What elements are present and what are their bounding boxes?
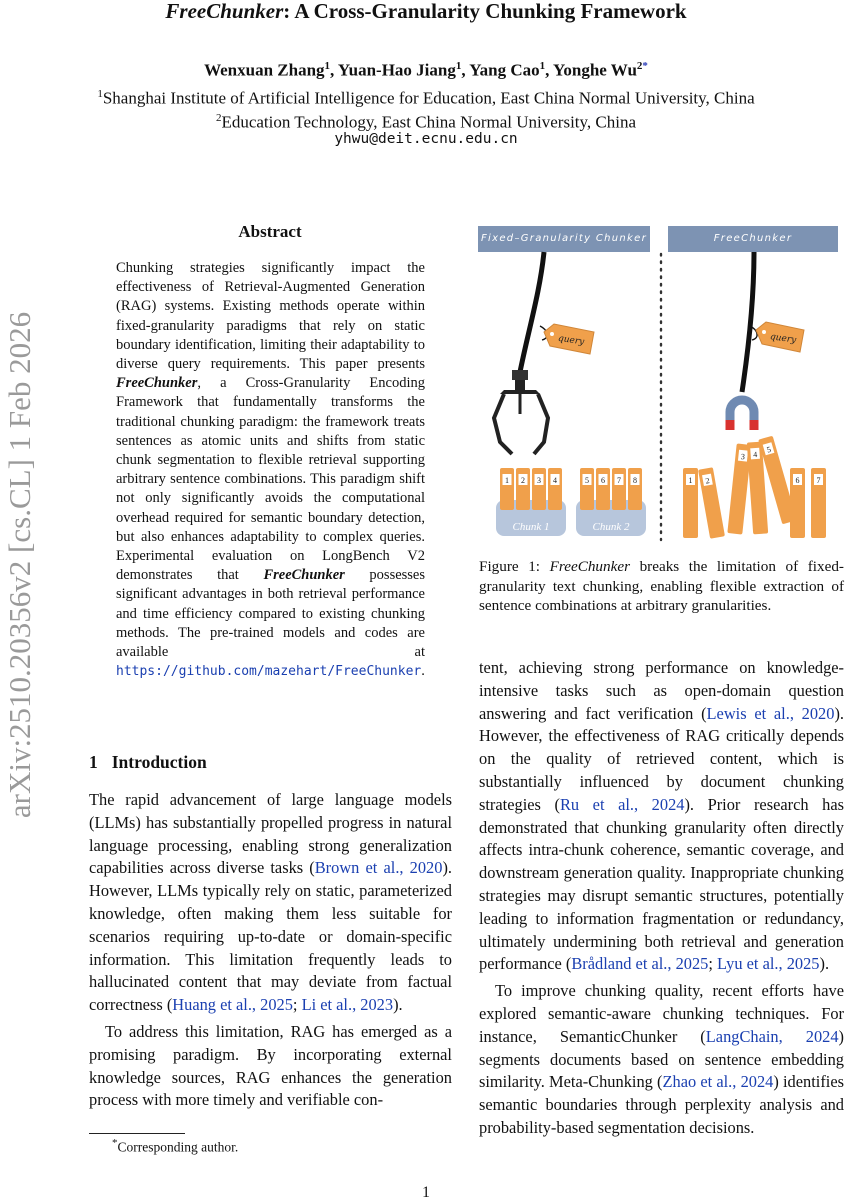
abstract-heading: Abstract [238,222,302,241]
sentence-number: 8 [633,476,637,485]
freechunker-header: FreeChunker [668,226,838,252]
author-name: Yonghe Wu [552,60,637,80]
query-tag-icon [540,324,594,354]
chunk-label: Chunk 1 [512,521,550,533]
fixed-chunker-header: Fixed–Granularity Chunker [478,226,650,252]
citation-link[interactable]: LangChain, 2024 [705,1026,839,1046]
affiliation: $^2$Education Technology, East China Normal University, China [215,112,637,132]
sentence-block [628,468,642,510]
query-tag-label: query [769,332,797,346]
sentence-number: 1 [505,476,509,485]
affiliation: $^1$Shanghai Institute of Artificial Intelligence for Education, East China Normal University, China [97,88,755,108]
sentence-number: 6 [795,476,800,485]
sentence-block [580,468,594,510]
citation-link[interactable]: Li et al., 2023 [301,995,394,1015]
abstract-body: Chunking strategies significantly impact the effectiveness of Retrieval-Augmented Generation (RAG) systems. Existing methods operate within fixed-granularity paradigms that rely on static boundary identification, limiting their adaptability to diverse query requirements. This paper presents FreeChunker, a Cross-Granularity Encoding Framework that fundamentally transforms the traditional chunking paradigm: the framework treats sentences as atomic units and shifts from static chunk segmentation to flexible retrieval supporting arbitrary sentence combinations. This paradigm shift not only significantly avoids the computational overhead required for semantic boundary detection, but also enhances adaptability to complex queries. Experimental evaluation on LongBench V2 demonstrates that FreeChunker possesses significant advantages in both retrieval performance and time efficiency compared to existing chunking methods. The pre-trained models and codes are available at https://github.com/mazehart/FreeChunker. [116,260,426,680]
author-name: Yang Cao [469,60,540,80]
sentence-block [612,468,626,510]
citation-link[interactable]: Brådland et al., 2025 [571,954,709,974]
sentence-block [516,468,530,510]
claw-icon [494,370,548,454]
page-number: 1 [422,1184,430,1201]
chunk-2-group [576,468,646,536]
claw-cable [520,252,544,372]
sentence-block [596,468,610,510]
sentence-number: 6 [601,476,605,485]
query-tag-icon [750,322,804,352]
magnet-cable [742,252,754,392]
sentence-number: 4 [553,476,557,485]
citation-link[interactable]: Huang et al., 2025 [172,995,293,1015]
citation-link[interactable]: Ru et al., 2024 [559,794,685,814]
sentence-block [548,468,562,510]
code-url-link[interactable]: https://github.com/mazehart/FreeChunker [116,664,422,680]
figure-illustration [478,222,843,544]
figure-1 [478,222,843,544]
query-tag-label: query [557,333,585,348]
sentence-block [811,468,826,538]
citation-link[interactable]: Lewis et al., 2020 [706,703,835,723]
sentence-number: 7 [617,476,621,485]
author-name: Wenxuan Zhang [204,60,325,80]
sentence-number: 5 [585,476,589,485]
sentence-block [790,468,805,538]
footnote-rule [89,1133,185,1134]
author-name: Yuan-Hao Jiang [337,60,456,80]
sentence-number: 4 [752,449,758,460]
author-email[interactable]: yhwu@deit.ecnu.edu.cn [334,131,518,147]
arxiv-stamp: arXiv:2510.20356v2 [cs.CL] 1 Feb 2026 [2,311,37,819]
sentence-number: 5 [765,444,772,455]
intro-left-column: The rapid advancement of large language models (LLMs) has substantially propelled progress in natural language processing, enabling strong generalization capabilities across diverse tasks (Brown et al., 2020). However, LLMs typically rely on static, parameterized knowledge, often making them less suitable for scenarios requiring up-to-date or domain-specific information. This limitation frequently leads to hallucinated content that may deviate from factual correctness (Huang et al., 2025; Li et al., 2023). To address this limitation, RAG has emerged as a promising paradigm. By incorporating external knowledge sources, RAG enhances the generation process with more timely and verifiable con- [89,790,452,1110]
chunk-label: Chunk 2 [592,521,630,533]
sentence-number: 1 [688,476,693,485]
paper-title: FreeChunker: A Cross-Granularity Chunking Framework [165,0,687,23]
sentence-block [683,468,698,538]
sentence-number: 2 [521,476,525,485]
citation-link[interactable]: Brown et al., 2020 [314,858,443,878]
sentence-block [532,468,546,510]
sentence-number: 3 [537,476,541,485]
sentence-number: 2 [704,476,711,486]
citation-link[interactable]: Lyu et al., 2025 [717,954,820,974]
sentence-block [500,468,514,510]
footnote: *Corresponding author. [112,1137,239,1155]
sentence-number: 7 [816,476,821,485]
chunk-1-group [496,468,566,536]
sentence-block [698,467,725,539]
free-sentence-blocks [683,436,826,539]
sentence-number: 3 [740,451,746,462]
intro-right-column: tent, achieving strong performance on knowledge-intensive tasks such as open-domain question answering and fact verification (Lewis et al., 2020). However, the effectiveness of RAG critically depends on the quality of retrieved content, which is substantially influenced by document chunking strategies (Ru et al., 2024). Prior research has demonstrated that chunking granularity often directly affects intra-chunk coherence, semantic coverage, and downstream generation quality. Inappropriate chunking strategies may disrupt semantic structures, potentially leading to information fragmentation or redundancy, ultimately undermining both retrieval and generation performance (Brådland et al., 2025; Lyu et al., 2025). To improve chunking quality, recent efforts have explored semantic-aware chunking techniques. For instance, SemanticChunker (LangChain, 2024) segments documents based on sentence embedding similarity. Meta-Chunking (Zhao et al., 2024) identifies semantic boundaries through perplexity analysis and probability-based segmentation decisions. [479,658,845,1137]
author-list: Wenxuan Zhang$^1$, Yuan-Hao Jiang$^1$, Yang Cao$^1$, Yonghe $Wu^{2*}$ [204,60,648,80]
section-heading: 1 Introduction [89,752,207,772]
magnet-icon [726,400,759,430]
citation-link[interactable]: Zhao et al., 2024 [662,1072,774,1092]
figure-caption: Figure 1: FreeChunker breaks the limitation of fixed-granularity text chunking, enabling flexible extraction of sentence combinations at arbitrary granularities. [479,558,844,614]
